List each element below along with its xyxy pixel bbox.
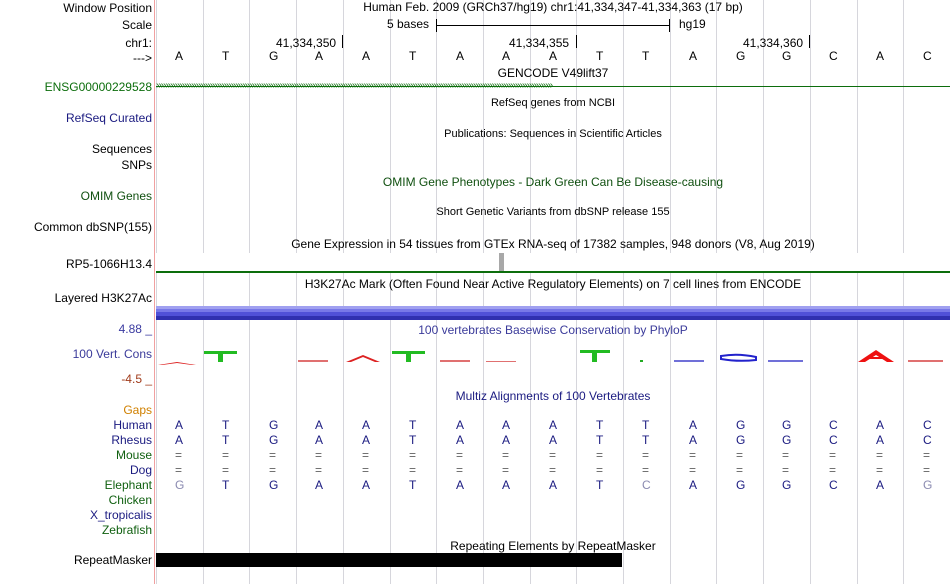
alignment-base: G: [782, 478, 792, 492]
refseq-label[interactable]: RefSeq Curated: [65, 111, 152, 125]
coord-tick-mark-1: [342, 35, 343, 48]
alignment-base: A: [315, 478, 324, 492]
alignment-base: =: [876, 463, 884, 477]
alignment-base: =: [596, 448, 604, 462]
alignment-base: =: [876, 448, 884, 462]
base-letter: A: [689, 49, 698, 63]
base-letter: T: [642, 49, 650, 63]
phylop-max-label: 4.88 _: [118, 322, 152, 336]
gtex-expression-bar[interactable]: [499, 253, 504, 271]
base-letter: A: [315, 49, 324, 63]
refseq-track-title[interactable]: RefSeq genes from NCBI: [490, 97, 616, 109]
alignment-base: A: [689, 433, 698, 447]
alignment-base: =: [782, 463, 790, 477]
alignment-base: G: [269, 418, 279, 432]
species-label-elephant[interactable]: Elephant: [104, 478, 152, 492]
scale-right-text: hg19: [679, 17, 706, 31]
alignment-base: G: [736, 418, 746, 432]
alignment-base: A: [175, 433, 184, 447]
alignment-base: =: [596, 463, 604, 477]
alignment-base: =: [782, 448, 790, 462]
alignment-base: =: [736, 463, 744, 477]
species-label-zebrafish[interactable]: Zebrafish: [101, 523, 152, 537]
base-letter: T: [409, 49, 417, 63]
alignment-base: A: [456, 478, 465, 492]
alignment-base: =: [269, 448, 277, 462]
alignment-base: T: [596, 418, 604, 432]
alignment-base: A: [689, 418, 698, 432]
alignment-base: T: [409, 433, 417, 447]
repeatmasker-element-bar[interactable]: [156, 553, 622, 567]
alignment-base: =: [222, 448, 230, 462]
alignment-base: =: [502, 448, 510, 462]
alignment-base: A: [876, 418, 885, 432]
alignment-base: =: [923, 448, 931, 462]
alignment-base: A: [502, 433, 511, 447]
alignment-base: A: [456, 433, 465, 447]
scale-bar-right-cap: [669, 19, 670, 32]
alignment-base: =: [549, 448, 557, 462]
alignment-base: =: [456, 448, 464, 462]
coord-tick-mark-2: [576, 35, 577, 48]
alignment-base: C: [642, 478, 651, 492]
gencode-item-label[interactable]: ENSG00000229528: [44, 80, 152, 94]
alignment-base: =: [456, 463, 464, 477]
base-letter: A: [362, 49, 371, 63]
alignment-base: =: [642, 463, 650, 477]
alignment-base: G: [736, 433, 746, 447]
phylop-min-label: -4.5 _: [121, 372, 152, 386]
base-letter: A: [175, 49, 184, 63]
species-label-dog[interactable]: Dog: [129, 463, 152, 477]
alignment-base: =: [829, 463, 837, 477]
alignment-base: =: [315, 448, 323, 462]
alignment-base: T: [222, 478, 230, 492]
species-label-x_tropicalis[interactable]: X_tropicalis: [89, 508, 152, 522]
h3k27ac-layer-4: [156, 316, 950, 320]
alignment-base: =: [502, 463, 510, 477]
alignment-base: T: [596, 478, 604, 492]
alignment-base: =: [269, 463, 277, 477]
alignment-base: A: [876, 433, 885, 447]
alignment-base: T: [222, 418, 230, 432]
alignment-base: T: [642, 433, 650, 447]
coord-tick-mark-3: [809, 35, 810, 48]
omim-track-title[interactable]: OMIM Gene Phenotypes - Dark Green Can Be Disease-causing: [382, 175, 724, 189]
publications-label[interactable]: Sequences: [91, 142, 152, 156]
repeatmasker-track-title[interactable]: Repeating Elements by RepeatMasker: [450, 539, 656, 553]
alignment-base: A: [315, 433, 324, 447]
alignment-base: G: [269, 433, 279, 447]
alignment-base: C: [923, 433, 932, 447]
repeatmasker-label[interactable]: RepeatMasker: [73, 553, 152, 567]
alignment-base: A: [362, 433, 371, 447]
multiz-track-title[interactable]: Multiz Alignments of 100 Vertebrates: [455, 389, 651, 403]
alignment-base: A: [549, 418, 558, 432]
alignment-base: A: [876, 478, 885, 492]
alignment-base: G: [782, 433, 792, 447]
species-label-rhesus[interactable]: Rhesus: [111, 433, 152, 447]
alignment-base: T: [409, 478, 417, 492]
label-separator: [154, 0, 155, 584]
base-letter: C: [829, 49, 838, 63]
alignment-base: =: [222, 463, 230, 477]
alignment-base: =: [409, 463, 417, 477]
snps-label[interactable]: SNPs: [121, 158, 152, 172]
alignment-base: T: [409, 418, 417, 432]
alignment-base: A: [502, 478, 511, 492]
base-letter: G: [269, 49, 279, 63]
alignment-base: =: [175, 448, 183, 462]
alignment-base: T: [642, 418, 650, 432]
alignment-base: G: [175, 478, 185, 492]
alignment-base: G: [269, 478, 279, 492]
alignment-base: =: [315, 463, 323, 477]
phylop-label[interactable]: 100 Vert. Cons: [72, 347, 152, 361]
chr-label: chr1:: [125, 36, 152, 50]
alignment-base: A: [549, 433, 558, 447]
base-letter: A: [549, 49, 558, 63]
window-position-label: Window Position: [63, 1, 152, 15]
alignment-base: C: [829, 418, 838, 432]
alignment-base: =: [362, 463, 370, 477]
alignment-base: C: [829, 478, 838, 492]
strand-label: --->: [133, 51, 152, 65]
gtex-track-title[interactable]: Gene Expression in 54 tissues from GTEx RNA-seq of 17382 samples, 948 donors (V8, Aug 2019): [291, 237, 815, 251]
alignment-base: A: [689, 478, 698, 492]
base-letter: T: [596, 49, 604, 63]
coord-tick-1: 41,334,350: [276, 36, 337, 50]
gencode-strand-arrows: ››››››››››››››››››››››››››››››››››››››››››››››››››››››››››››››››››››››››››››››››››››››››››››››››››››››››››››››››››››››››››››››››››››››››››››››››››››››››››››››››››››››››››: [156, 80, 553, 91]
dbsnp-track-title[interactable]: Short Genetic Variants from dbSNP release 155: [436, 206, 670, 218]
publications-track-title[interactable]: Publications: Sequences in Scientific Articles: [444, 128, 662, 140]
h3k27ac-label[interactable]: Layered H3K27Ac: [54, 291, 152, 305]
alignment-base: =: [829, 448, 837, 462]
omim-label[interactable]: OMIM Genes: [80, 189, 152, 203]
gtex-label[interactable]: RP5-1066H13.4: [65, 257, 152, 271]
alignment-base: =: [923, 463, 931, 477]
alignment-base: A: [362, 418, 371, 432]
gtex-gene-box[interactable]: [156, 253, 950, 271]
window-position-value: Human Feb. 2009 (GRCh37/hg19) chr1:41,334,347-41,334,363 (17 bp): [363, 0, 743, 14]
alignment-base: A: [549, 478, 558, 492]
alignment-base: A: [362, 478, 371, 492]
base-letter: A: [876, 49, 885, 63]
phylop-logo-plot: [156, 345, 950, 367]
gaps-label[interactable]: Gaps: [123, 403, 152, 417]
alignment-base: G: [736, 478, 746, 492]
gencode-track-title[interactable]: GENCODE V49lift37: [497, 66, 609, 80]
species-label-mouse[interactable]: Mouse: [115, 448, 152, 462]
alignment-base: =: [549, 463, 557, 477]
species-label-chicken[interactable]: Chicken: [108, 493, 152, 507]
alignment-base: =: [362, 448, 370, 462]
alignment-base: T: [596, 433, 604, 447]
scale-bar: [436, 25, 670, 26]
alignment-base: G: [923, 478, 933, 492]
coord-tick-3: 41,334,360: [743, 36, 804, 50]
alignment-base: =: [175, 463, 183, 477]
dbsnp-label[interactable]: Common dbSNP(155): [33, 220, 152, 234]
alignment-base: G: [782, 418, 792, 432]
coord-tick-2: 41,334,355: [509, 36, 570, 50]
alignment-base: =: [409, 448, 417, 462]
alignment-base: =: [689, 448, 697, 462]
alignment-base: A: [502, 418, 511, 432]
alignment-base: A: [456, 418, 465, 432]
h3k27ac-track-title[interactable]: H3K27Ac Mark (Often Found Near Active Regulatory Elements) on 7 cell lines from ENCODE: [304, 277, 802, 291]
scale-left-text: 5 bases: [387, 17, 430, 31]
base-letter: G: [736, 49, 746, 63]
species-label-human[interactable]: Human: [113, 418, 152, 432]
base-letter: A: [456, 49, 465, 63]
alignment-base: T: [222, 433, 230, 447]
base-letter: G: [782, 49, 792, 63]
scale-label: Scale: [121, 18, 152, 32]
alignment-base: C: [829, 433, 838, 447]
base-letter: A: [502, 49, 511, 63]
alignment-base: C: [923, 418, 932, 432]
base-letter: C: [923, 49, 932, 63]
gtex-baseline: [156, 271, 950, 273]
alignment-base: =: [689, 463, 697, 477]
alignment-base: =: [736, 448, 744, 462]
phylop-track-title[interactable]: 100 vertebrates Basewise Conservation by PhyloP: [418, 323, 688, 337]
alignment-base: A: [315, 418, 324, 432]
base-letter: T: [222, 49, 230, 63]
alignment-base: A: [175, 418, 184, 432]
alignment-base: =: [642, 448, 650, 462]
